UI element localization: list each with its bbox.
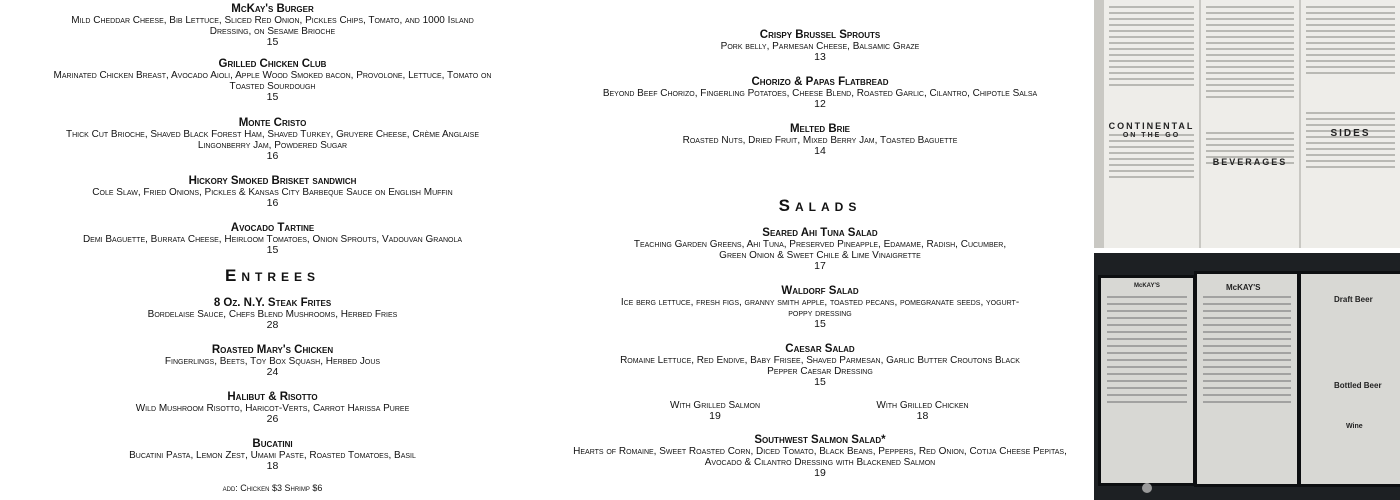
item-price: 15 [814, 376, 826, 388]
item-price: 26 [266, 413, 279, 425]
item-price: 15 [266, 244, 279, 256]
option-label: With Grilled Chicken [876, 400, 969, 411]
salad-option [855, 400, 990, 422]
item-price: 28 [266, 319, 279, 331]
on-the-go-heading: ON THE GO [1122, 132, 1181, 139]
item-price: 18 [266, 460, 279, 472]
item-price: 16 [266, 150, 279, 162]
photo-menu-panel [1201, 0, 1299, 248]
menu-item [0, 298, 545, 331]
item-price: 15 [266, 36, 279, 48]
item-name: Chorizo & Papas Flatbread [751, 76, 889, 88]
item-name: Monte Cristo [238, 117, 307, 129]
item-description: Mild Cheddar Cheese, Bib Lettuce, Sliced Red Onion, Pickles Chips, Tomato, and 1000 Island Dressing, on Sesame Brioche [71, 15, 474, 37]
menu-item [560, 30, 1080, 63]
item-description: Ice berg lettuce, fresh figs, granny smith apple, toasted pecans, pomegranate seeds, yogurt-poppy dressing [620, 297, 1020, 319]
menu-item [0, 439, 545, 472]
item-name: Melted Brie [789, 123, 851, 135]
item-name: Crispy Brussel Sprouts [759, 29, 881, 41]
item-description: Fingerlings, Beets, Toy Box Squash, Herbed Jous [164, 356, 381, 367]
board-brand: McKAY'S [1226, 283, 1261, 292]
item-description: Teaching Garden Greens, Ahi Tuna, Preserved Pineapple, Edamame, Radish, Cucumber, Green Onion & Sweet Chile & Lime Vinaigrette [633, 239, 1007, 261]
photo-menu-panel [1301, 0, 1400, 248]
menu-item [0, 4, 545, 48]
item-price: 17 [814, 260, 826, 272]
menu-board-photo [1094, 253, 1400, 500]
item-name: Southwest Salmon Salad* [754, 434, 886, 446]
item-name: Caesar Salad [785, 343, 855, 355]
menu-photo-closeup [1094, 0, 1400, 248]
item-name: Halibut & Risotto [227, 391, 318, 403]
entrees-heading: Entrees [224, 266, 320, 285]
salad-option [650, 400, 780, 422]
item-price: 15 [266, 91, 279, 103]
menu-board [1098, 275, 1196, 486]
addon-note: add: Chicken $3 Shrimp $6 [222, 483, 323, 493]
item-description: Demi Baguette, Burrata Cheese, Heirloom Tomatoes, Onion Sprouts, Vadouvan Granola [82, 234, 463, 245]
item-name: 8 Oz. N.Y. Steak Frites [213, 297, 332, 309]
item-name: Seared Ahi Tuna Salad [762, 227, 878, 239]
menu-item [560, 77, 1080, 110]
menu-item [0, 118, 545, 162]
item-description: Romaine Lettuce, Red Endive, Baby Frisee, Shaved Parmesan, Garlic Butter Croutons Black Pepper Caesar Dressing [620, 355, 1020, 377]
menu-item [560, 344, 1080, 388]
item-name: Waldorf Salad [781, 285, 859, 297]
item-description: Thick Cut Brioche, Shaved Black Forest Ham, Shaved Turkey, Gruyere Cheese, Crème Anglaise Lingonberry Jam, Powdered Sugar [65, 129, 480, 151]
bottled-beer-heading: Bottled Beer [1334, 381, 1382, 390]
item-description: Cole Slaw, Fried Onions, Pickles & Kansas City Barbeque Sauce on English Muffin [92, 187, 453, 198]
item-price: 13 [814, 51, 826, 63]
wine-heading: Wine [1346, 423, 1363, 430]
item-price: 14 [814, 145, 826, 157]
item-description: Wild Mushroom Risotto, Haricot-Verts, Carrot Harissa Puree [135, 403, 410, 414]
menu-item [0, 223, 545, 256]
menu-item [560, 124, 1080, 157]
menu-item [560, 228, 1080, 272]
menu-board [1194, 271, 1300, 487]
item-price: 12 [814, 98, 826, 110]
board-fixture [1142, 483, 1152, 493]
item-name: McKay's Burger [231, 3, 314, 15]
item-description: Bordelaise Sauce, Chefs Blend Mushrooms, Herbed Fries [147, 309, 398, 320]
item-name: Hickory Smoked Brisket sandwich [188, 175, 357, 187]
menu-item [0, 392, 545, 425]
item-description: Marinated Chicken Breast, Avocado Aioli, Apple Wood Smoked bacon, Provolone, Lettuce, Tomato on Toasted Sourdough [53, 70, 492, 92]
item-description: Beyond Beef Chorizo, Fingerling Potatoes, Cheese Blend, Roasted Garlic, Cilantro, Chipotle Salsa [602, 88, 1038, 99]
option-price: 18 [916, 410, 929, 422]
menu-item [0, 176, 545, 209]
option-price: 19 [709, 410, 721, 422]
continental-heading: CONTINENTAL [1108, 121, 1195, 131]
item-price: 19 [814, 467, 826, 479]
item-description: Hearts of Romaine, Sweet Roasted Corn, Diced Tomato, Black Beans, Peppers, Red Onion, Cotija Cheese Pepitas, Avocado & Cilantro Dressing with Blackened Salmon [573, 446, 1067, 468]
salads-heading: Salads [778, 196, 862, 215]
sides-heading: SIDES [1330, 128, 1371, 139]
beverages-heading: BEVERAGES [1212, 157, 1288, 167]
item-description: Pork belly, Parmesan Cheese, Balsamic Graze [720, 41, 920, 52]
option-label: With Grilled Salmon [669, 400, 761, 411]
item-price: 15 [814, 318, 826, 330]
item-description: Roasted Nuts, Dried Fruit, Mixed Berry Jam, Toasted Baguette [682, 135, 958, 146]
menu-item [560, 435, 1080, 479]
item-price: 24 [266, 366, 279, 378]
board-brand: McKAY'S [1134, 283, 1160, 289]
item-name: Grilled Chicken Club [218, 58, 327, 70]
menu-item [0, 345, 545, 378]
item-name: Avocado Tartine [230, 222, 315, 234]
item-name: Bucatini [252, 438, 293, 450]
draft-beer-heading: Draft Beer [1334, 295, 1373, 304]
menu-item [0, 59, 545, 103]
item-name: Roasted Mary's Chicken [211, 344, 334, 356]
item-description: Bucatini Pasta, Lemon Zest, Umami Paste, Roasted Tomatoes, Basil [129, 450, 416, 461]
item-price: 16 [266, 197, 279, 209]
menu-item [560, 286, 1080, 330]
